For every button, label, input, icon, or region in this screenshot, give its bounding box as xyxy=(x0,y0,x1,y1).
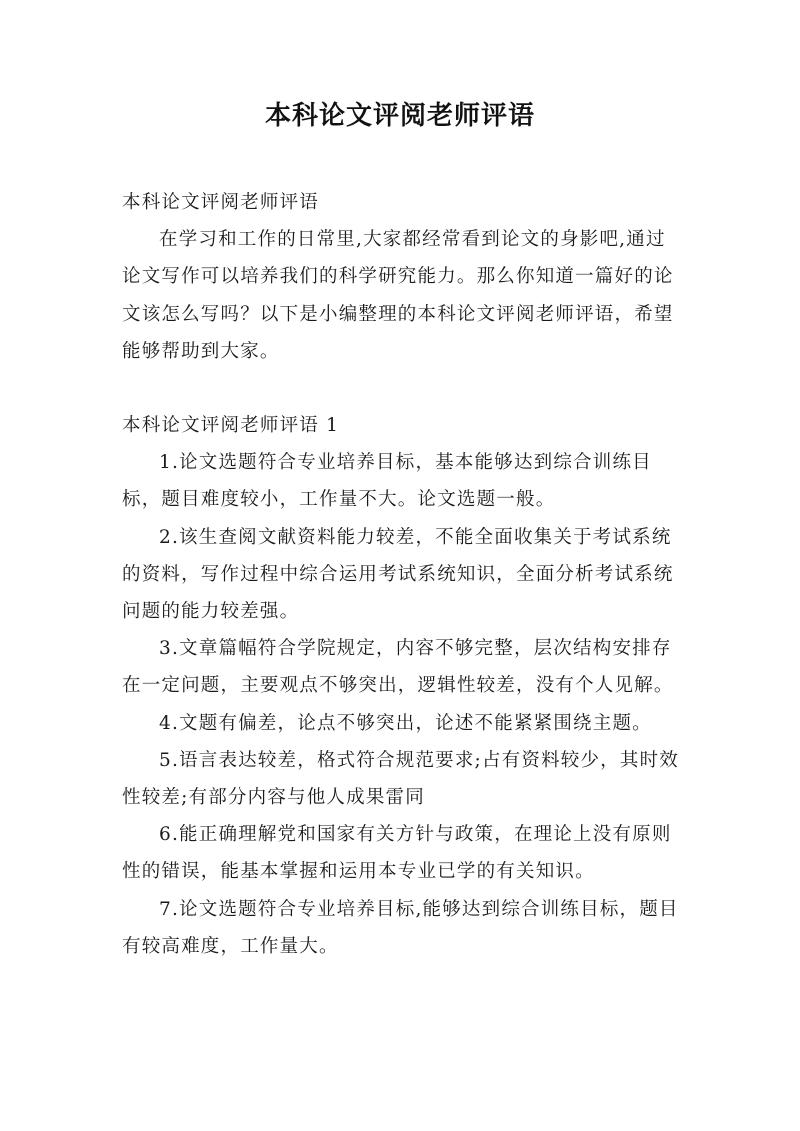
page-title: 本科论文评阅老师评语 xyxy=(264,101,535,131)
comment-item-1: 1.论文选题符合专业培养目标，基本能够达到综合训练目标，题目难度较小，工作量不大。论文选题一般。 xyxy=(122,452,652,511)
document-body xyxy=(122,184,682,965)
comment-item-2: 2.该生查阅文献资料能力较差，不能全面收集关于考试系统的资料，写作过程中综合运用考试系统知识，全面分析考试系统问题的能力较差强。 xyxy=(122,526,674,623)
section-heading: 本科论文评阅老师评语 1 xyxy=(122,415,340,437)
comment-item-5: 5.语言表达较差，格式符合规范要求;占有资料较少，其时效性较差;有部分内容与他人成果雷同 xyxy=(122,749,679,809)
intro-paragraph: 在学习和工作的日常里,大家都经常看到论文的身影吧,通过论文写作可以培养我们的科学研究能力。那么你知道一篇好的论文该怎么写吗？以下是小编整理的本科论文评阅老师评语，希望能够帮助到大家。 xyxy=(122,229,674,362)
paragraph-gap xyxy=(122,370,682,407)
comment-item-3: 3.文章篇幅符合学院规定，内容不够完整，层次结构安排存在一定问题，主要观点不够突出，逻辑性较差，没有个人见解。 xyxy=(122,638,674,697)
comment-item-4: 4.文题有偏差，论点不够突出，论述不能紧紧围绕主题。 xyxy=(159,712,652,734)
comment-item-7: 7.论文选题符合专业培养目标,能够达到综合训练目标，题目有较高难度，工作量大。 xyxy=(122,898,679,957)
comment-item-6: 6.能正确理解党和国家有关方针与政策，在理论上没有原则性的错误，能基本掌握和运用本专业已学的有关知识。 xyxy=(122,824,672,883)
intro-heading: 本科论文评阅老师评语 xyxy=(122,192,320,213)
